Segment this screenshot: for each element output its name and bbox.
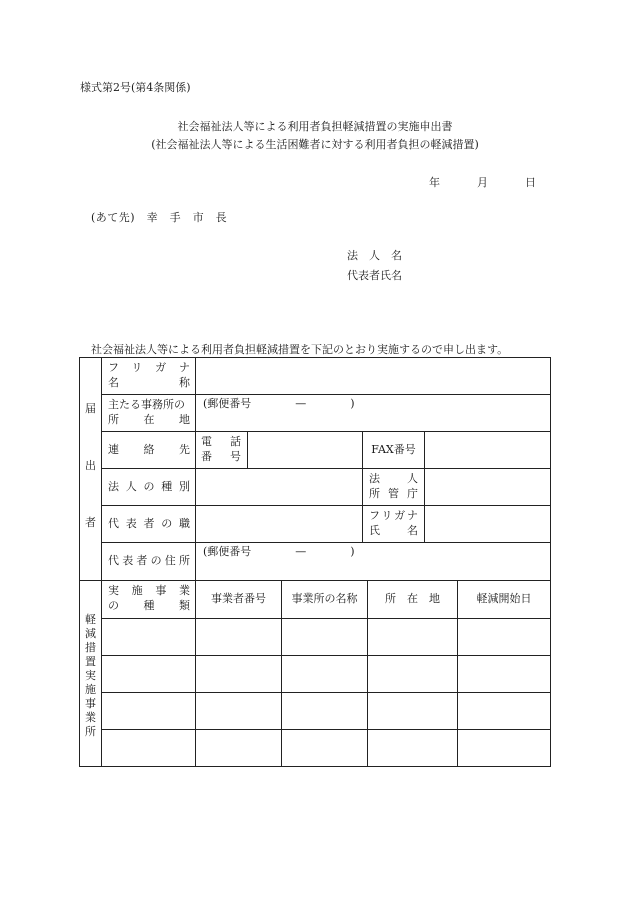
jurisdiction-label-cell bbox=[369, 470, 418, 504]
col-start-date-header bbox=[458, 581, 550, 618]
office-label-line2: 所在地 bbox=[108, 413, 190, 426]
rep-name-label: 代表者氏名 bbox=[347, 269, 402, 282]
office-row-1-number[interactable] bbox=[196, 619, 281, 655]
fax-label: FAX番号 bbox=[371, 442, 416, 456]
col-location-header bbox=[368, 581, 457, 618]
rep-address-label-cell bbox=[108, 543, 190, 580]
applicant-section-label bbox=[80, 403, 101, 574]
office-row-2-location[interactable] bbox=[368, 656, 457, 692]
col-office-name-label: 事業所の名称 bbox=[291, 592, 358, 606]
col-type-line1: 実施事業 bbox=[108, 584, 190, 598]
vertical-char: 事 bbox=[85, 697, 96, 710]
office-row-3-location[interactable] bbox=[368, 693, 457, 729]
rep-title-label-cell bbox=[108, 506, 190, 542]
rep-address-field[interactable] bbox=[196, 543, 550, 580]
phone-label-line2: 番号 bbox=[201, 450, 241, 463]
jurisdiction-label-line1: 法人 bbox=[369, 472, 418, 486]
form-subtitle: (社会福祉法人等による生活困難者に対する利用者負担の軽減措置) bbox=[151, 138, 479, 151]
addressee: (あて先) 幸 手 市 長 bbox=[91, 211, 228, 224]
office-row-3-type[interactable] bbox=[102, 693, 195, 729]
office-label-line1: 主たる事務所の bbox=[108, 398, 185, 412]
col-office-name-header bbox=[282, 581, 367, 618]
fax-label-cell bbox=[363, 432, 424, 468]
rep-name-label: 氏名 bbox=[369, 524, 418, 537]
office-row-2-name[interactable] bbox=[282, 656, 367, 692]
office-postal-code: (郵便番号 — ) bbox=[203, 397, 355, 410]
vertical-char: 出 bbox=[85, 459, 96, 472]
name-field[interactable] bbox=[196, 358, 550, 394]
office-label-cell bbox=[108, 396, 190, 430]
office-row-2-number[interactable] bbox=[196, 656, 281, 692]
vertical-char: 実 bbox=[85, 669, 96, 682]
contact-label-cell bbox=[108, 432, 190, 468]
form-title: 社会福祉法人等による利用者負担軽減措置の実施申出書 bbox=[177, 120, 453, 133]
phone-label-line1: 電話 bbox=[201, 435, 241, 449]
rep-address-label: 代表者の住所 bbox=[108, 554, 190, 568]
rep-name-label-cell bbox=[369, 507, 418, 541]
rep-furigana-label: フリガナ bbox=[369, 509, 418, 523]
date-month-label: 月 bbox=[477, 176, 488, 189]
vertical-char: 所 bbox=[85, 725, 96, 738]
form-number: 様式第2号(第4条関係) bbox=[80, 81, 191, 94]
intro-text: 社会福祉法人等による利用者負担軽減措置を下記のとおり実施するので申し出ます。 bbox=[91, 343, 509, 356]
col-number-header bbox=[196, 581, 281, 618]
office-row-4-location[interactable] bbox=[368, 730, 457, 766]
rep-title-field[interactable] bbox=[196, 506, 362, 542]
office-row-2-start-date[interactable] bbox=[458, 656, 550, 692]
furigana-label: フリガナ bbox=[108, 361, 190, 375]
rep-postal-code: (郵便番号 — ) bbox=[203, 545, 355, 558]
rep-name-field[interactable] bbox=[425, 506, 550, 542]
office-row-4-name[interactable] bbox=[282, 730, 367, 766]
vertical-char: 施 bbox=[85, 683, 96, 696]
office-row-3-name[interactable] bbox=[282, 693, 367, 729]
office-row-1-location[interactable] bbox=[368, 619, 457, 655]
date-year-label: 年 bbox=[429, 176, 440, 189]
phone-label-cell bbox=[201, 433, 241, 467]
office-row-4-type[interactable] bbox=[102, 730, 195, 766]
vertical-char: 届 bbox=[85, 402, 96, 415]
office-row-4-number[interactable] bbox=[196, 730, 281, 766]
rep-title-label: 代表者の職 bbox=[108, 516, 190, 530]
corp-type-label-cell bbox=[108, 469, 190, 505]
office-row-4-start-date[interactable] bbox=[458, 730, 550, 766]
col-start-date-label: 軽減開始日 bbox=[476, 592, 532, 606]
vertical-char: 措 bbox=[85, 641, 96, 654]
jurisdiction-field[interactable] bbox=[425, 469, 550, 505]
office-row-1-name[interactable] bbox=[282, 619, 367, 655]
jurisdiction-label-line2: 所管庁 bbox=[369, 487, 418, 500]
office-row-3-start-date[interactable] bbox=[458, 693, 550, 729]
phone-field[interactable] bbox=[248, 432, 362, 468]
fax-field[interactable] bbox=[425, 432, 550, 468]
corp-name-label: 法 人 名 bbox=[347, 249, 402, 262]
office-row-1-start-date[interactable] bbox=[458, 619, 550, 655]
col-location-label: 所 在 地 bbox=[385, 592, 440, 606]
office-row-2-type[interactable] bbox=[102, 656, 195, 692]
col-type-line2: の種類 bbox=[108, 599, 190, 612]
name-label-cell bbox=[108, 359, 190, 393]
corp-type-label: 法人の種別 bbox=[108, 479, 190, 493]
office-row-1-type[interactable] bbox=[102, 619, 195, 655]
date-day-label: 日 bbox=[525, 176, 536, 189]
office-section-label bbox=[80, 614, 101, 740]
vertical-char: 置 bbox=[85, 655, 96, 668]
office-row-3-number[interactable] bbox=[196, 693, 281, 729]
vertical-char: 減 bbox=[85, 627, 96, 640]
vertical-char: 軽 bbox=[85, 613, 96, 626]
office-address-field[interactable] bbox=[196, 395, 550, 431]
col-number-label: 事業者番号 bbox=[211, 592, 266, 606]
vertical-char: 業 bbox=[85, 711, 96, 724]
contact-label: 連絡先 bbox=[108, 442, 190, 456]
name-label: 名称 bbox=[108, 376, 190, 389]
col-type-header bbox=[108, 582, 190, 616]
vertical-char: 者 bbox=[85, 516, 96, 529]
corp-type-field[interactable] bbox=[196, 469, 362, 505]
